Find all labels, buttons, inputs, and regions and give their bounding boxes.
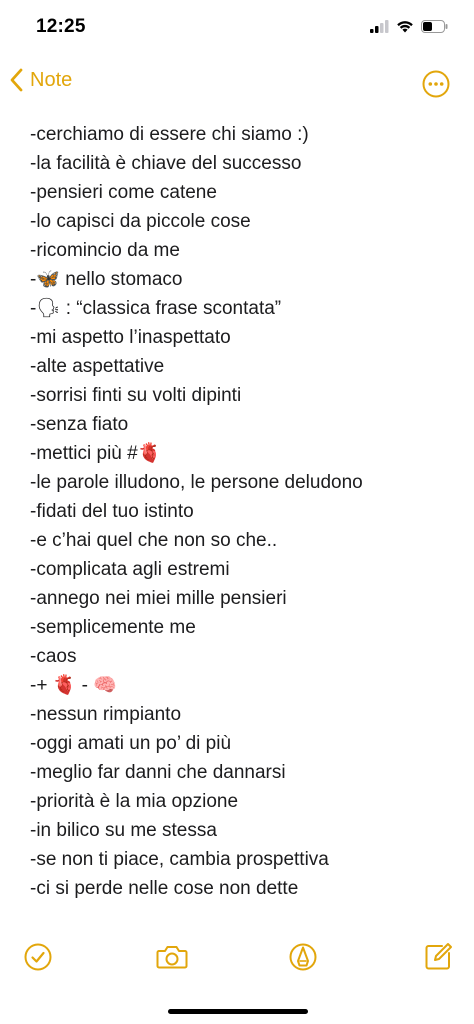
note-line: -alte aspettative <box>30 356 165 377</box>
note-line: -lo capisci da piccole cose <box>30 211 251 232</box>
note-line: -meglio far danni che dannarsi <box>30 762 286 783</box>
note-line: -le parole illudono, le persone deludono <box>30 472 363 493</box>
note-body[interactable] <box>30 120 460 903</box>
note-line: -sorrisi finti su volti dipinti <box>30 385 242 406</box>
bottom-toolbar <box>0 935 474 983</box>
compose-icon[interactable] <box>422 941 454 973</box>
note-line: -ci si perde nelle cose non dette <box>30 878 299 899</box>
note-line: -oggi amati un po’ di più <box>30 733 232 754</box>
status-bar <box>0 0 474 56</box>
signal-icon <box>370 20 389 33</box>
status-time: 12:25 <box>36 16 86 37</box>
battery-icon <box>421 20 448 33</box>
chevron-left-icon <box>10 68 24 92</box>
note-line: -🗣 : “classica frase scontata” <box>30 298 282 319</box>
note-line: -🦋 nello stomaco <box>30 269 183 290</box>
checklist-icon[interactable] <box>22 941 54 973</box>
note-line: -se non ti piace, cambia prospettiva <box>30 849 329 870</box>
note-line: -+ 🫀 - 🧠 <box>30 675 117 696</box>
back-button[interactable] <box>10 68 72 92</box>
note-line: -nessun rimpianto <box>30 704 182 725</box>
note-line: -mi aspetto l’inaspettato <box>30 327 231 348</box>
note-line: -fidati del tuo istinto <box>30 501 194 522</box>
note-line: -cerchiamo di essere chi siamo :) <box>30 124 309 145</box>
note-line: -e c’hai quel che non so che.. <box>30 530 278 551</box>
note-line: -in bilico su me stessa <box>30 820 217 841</box>
wifi-icon <box>396 20 414 33</box>
markup-icon[interactable] <box>287 941 319 973</box>
more-icon[interactable] <box>422 70 450 98</box>
note-line: -caos <box>30 646 77 667</box>
note-line: -senza fiato <box>30 414 129 435</box>
note-line: -semplicemente me <box>30 617 196 638</box>
note-line: -pensieri come catene <box>30 182 217 203</box>
note-line: -ricomincio da me <box>30 240 180 261</box>
note-line: -mettici più #🫀 <box>30 443 162 464</box>
camera-icon[interactable] <box>155 941 189 973</box>
status-icons <box>370 20 448 33</box>
home-indicator[interactable] <box>168 1009 308 1014</box>
note-line: -annego nei miei mille pensieri <box>30 588 287 609</box>
back-label: Note <box>30 68 73 91</box>
note-line: -la facilità è chiave del successo <box>30 153 302 174</box>
nav-bar <box>0 60 474 108</box>
note-line: -priorità è la mia opzione <box>30 791 239 812</box>
note-line: -complicata agli estremi <box>30 559 230 580</box>
